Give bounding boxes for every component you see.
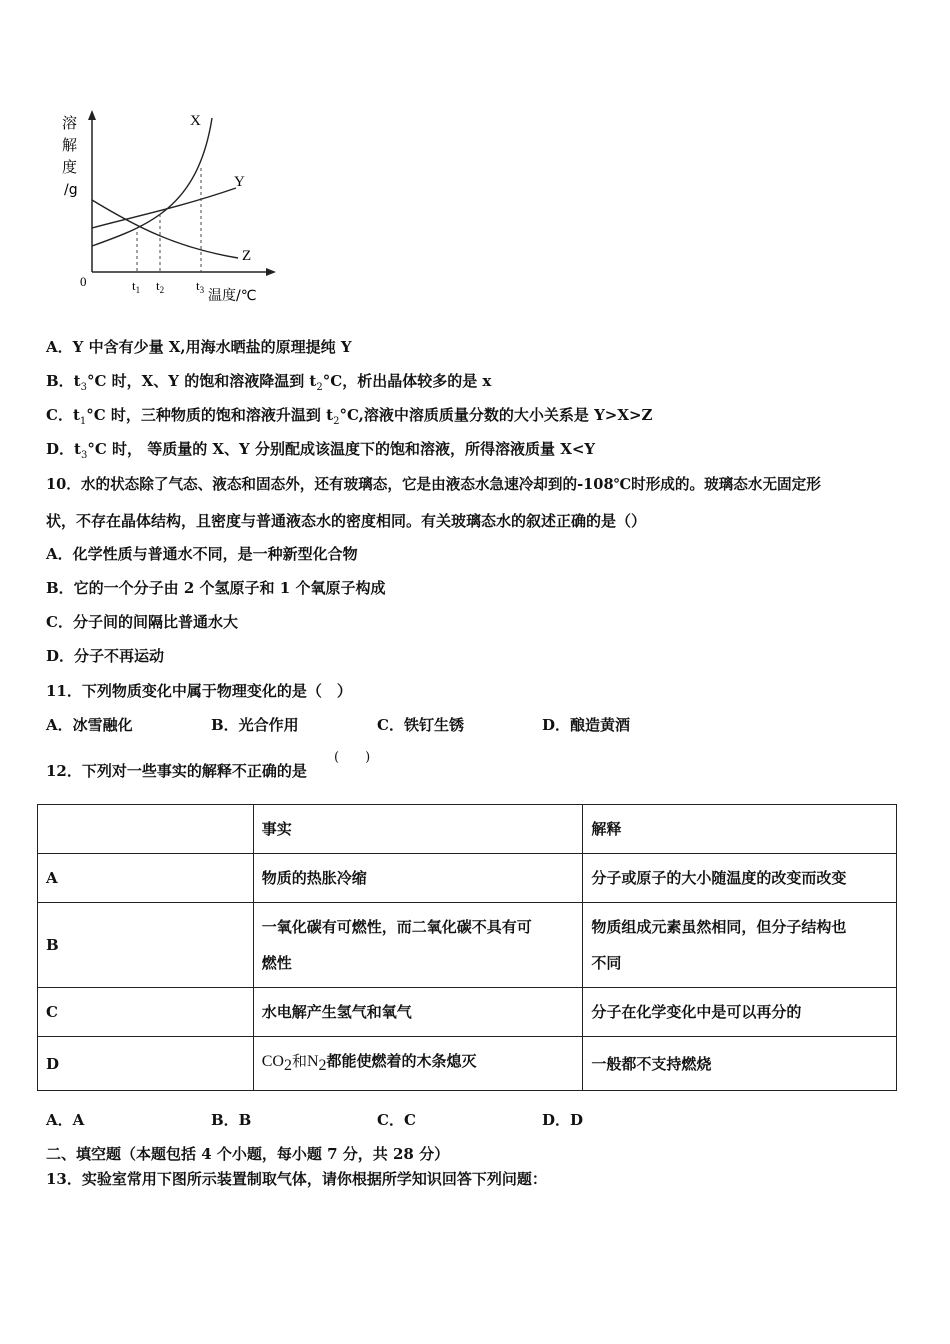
row-fact: 一氧化碳有可燃性，而二氧化碳不具有可 燃性: [253, 903, 583, 988]
q10-option-b: B．它的一个分子由 2 个氢原子和 1 个氧原子构成: [46, 579, 386, 597]
q11-stem: 11．下列物质变化中属于物理变化的是（ ）: [46, 682, 352, 700]
solubility-chart: [58, 108, 278, 308]
row-explain: 分子或原子的大小随温度的改变而改变: [583, 854, 897, 903]
x-axis-label: 温度/℃: [208, 288, 257, 304]
table-row: [38, 854, 897, 903]
q11-option-a: A．冰雪融化: [46, 716, 133, 734]
row-explain: 物质组成元素虽然相同，但分子结构也 不同: [583, 903, 897, 988]
table-header-row: [38, 805, 897, 854]
y-label-char: 溶: [62, 114, 78, 132]
row-explain: 分子在化学变化中是可以再分的: [583, 988, 897, 1037]
series-label-Y: Y: [234, 174, 245, 190]
y-label-char: /g: [64, 182, 78, 198]
q13-stem: 13．实验室常用下图所示装置制取气体，请你根据所学知识回答下列问题：: [46, 1170, 547, 1188]
tick-label-t3: $t_3$: [196, 278, 205, 295]
q11-option-c: C．铁钉生锈: [377, 716, 464, 734]
table-row: [38, 903, 897, 988]
q10-stem-line1: 10．水的状态除了气态、液态和固态外，还有玻璃态，它是由液态水急速冷却到的-108℃时形成的。玻璃态水无固定形: [46, 476, 821, 493]
q11-option-b: B．光合作用: [211, 716, 299, 734]
origin-label: 0: [80, 274, 87, 289]
row-fact: 物质的热胀冷缩: [253, 854, 583, 903]
q10-option-a: A．化学性质与普通水不同，是一种新型化合物: [46, 545, 358, 563]
q12-stem: 12．下列对一些事实的解释不正确的是: [46, 762, 307, 780]
curve-Y: [92, 188, 236, 228]
section-heading: 二、填空题（本题包括 4 个小题，每小题 7 分，共 28 分）: [46, 1145, 450, 1163]
table-row: [38, 1037, 897, 1091]
row-label: D: [38, 1037, 254, 1091]
q12-option-d: D．D: [542, 1111, 584, 1129]
x-axis-arrow: [266, 268, 276, 276]
table-header-explain: 解释: [583, 805, 897, 854]
row-label: B: [38, 903, 254, 988]
q10-option-d: D．分子不再运动: [46, 647, 165, 665]
y-label-char: 度: [62, 158, 78, 176]
q11-option-d: D．酿造黄酒: [542, 716, 631, 734]
y-axis-arrow: [88, 110, 96, 120]
q9-option-d: D．$t_3^\circ C$ 时， 等质量的 X、Y 分别配成该温度下的饱和溶液，所得溶液质量 X<Y: [46, 440, 596, 461]
q9-option-c: C．$t_1^\circ C$ 时，三种物质的饱和溶液升温到 $t_2^\circ C$,溶液中溶质质量分数的大小关系是 Y>X>Z: [46, 406, 653, 427]
table-row: [38, 988, 897, 1037]
series-label-Z: Z: [242, 248, 252, 264]
y-label-char: 解: [62, 136, 78, 154]
q10-option-c: C．分子间的间隔比普通水大: [46, 613, 238, 631]
q12-option-a: A．A: [46, 1111, 85, 1129]
q10-stem-line2: 状，不存在晶体结构，且密度与普通液态水的密度相同。有关玻璃态水的叙述正确的是（）: [46, 512, 647, 530]
row-label: C: [38, 988, 254, 1037]
series-label-X: X: [190, 113, 201, 129]
table-cell: [38, 805, 254, 854]
tick-label-t2: $t_2$: [156, 278, 165, 295]
row-fact: $CO_2$和$N_2$都能使燃着的木条熄灭: [253, 1037, 583, 1091]
row-label: A: [38, 854, 254, 903]
row-explain: 一般都不支持燃烧: [583, 1037, 897, 1091]
curve-X: [92, 118, 212, 246]
q9-option-b: B．$t_3^\circ C$ 时，X、Y 的饱和溶液降温到 $t_2^\circ C$，析出晶体较多的是 x: [46, 372, 492, 393]
q12-option-b: B．B: [211, 1111, 252, 1129]
q9-option-a: A．Y 中含有少量 X,用海水晒盐的原理提纯 Y: [46, 338, 352, 356]
q12-answer-paren: ( ): [334, 750, 371, 765]
q12-option-c: C．C: [377, 1111, 416, 1129]
q12-table: [37, 804, 897, 1091]
table-header-fact: 事实: [253, 805, 583, 854]
row-fact: 水电解产生氢气和氧气: [253, 988, 583, 1037]
tick-label-t1: $t_1$: [132, 278, 141, 295]
